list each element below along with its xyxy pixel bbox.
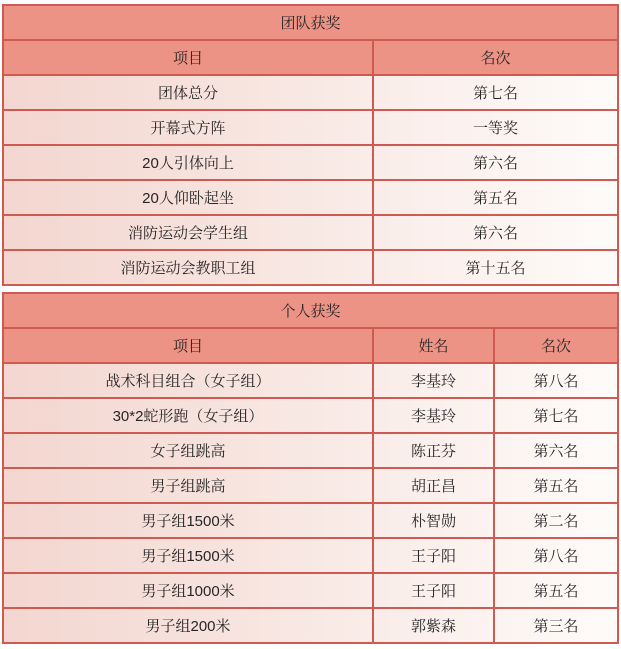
table-row — [4, 146, 617, 181]
table-cell: 团体总分 — [4, 76, 374, 109]
table-cell: 男子组200米 — [4, 609, 374, 642]
table-cell: 第七名 — [533, 408, 579, 425]
table-row — [4, 609, 617, 642]
table-cell: 胡正昌 — [374, 469, 495, 502]
team-awards-table — [2, 4, 619, 286]
table-cell: 第五名 — [533, 583, 579, 600]
column-header: 项目 — [4, 41, 374, 74]
table-row — [4, 76, 617, 111]
table-cell: 战术科目组合（女子组） — [4, 364, 374, 397]
table-cell: 开幕式方阵 — [4, 111, 374, 144]
table-cell: 男子组跳高 — [4, 469, 374, 502]
table-cell: 第六名 — [533, 443, 579, 460]
individual-awards-title: 个人获奖 — [4, 294, 617, 329]
table-cell: 第六名 — [472, 155, 518, 172]
individual-awards-header-row — [4, 329, 617, 364]
table-cell: 消防运动会学生组 — [4, 216, 374, 249]
table-cell: 朴智勋 — [374, 504, 495, 537]
table-cell: 男子组1500米 — [4, 539, 374, 572]
table-row — [4, 216, 617, 251]
column-header: 项目 — [4, 329, 374, 362]
table-row — [4, 574, 617, 609]
table-row — [4, 504, 617, 539]
table-cell: 20人引体向上 — [4, 146, 374, 179]
table-cell: 女子组跳高 — [4, 434, 374, 467]
table-cell: 郭紫森 — [374, 609, 495, 642]
column-header: 名次 — [540, 338, 571, 355]
table-cell: 第六名 — [472, 225, 518, 242]
table-cell: 男子组1500米 — [4, 504, 374, 537]
table-cell: 第十五名 — [465, 260, 526, 277]
table-row — [4, 434, 617, 469]
table-cell: 王子阳 — [374, 574, 495, 607]
table-cell: 第三名 — [533, 618, 579, 635]
individual-awards-body — [4, 364, 617, 642]
table-cell: 男子组1000米 — [4, 574, 374, 607]
team-awards-body — [4, 76, 617, 284]
table-row — [4, 181, 617, 216]
table-row — [4, 111, 617, 146]
table-cell: 第五名 — [533, 478, 579, 495]
table-cell: 第七名 — [472, 85, 518, 102]
table-cell: 李基玲 — [374, 399, 495, 432]
table-cell: 第八名 — [533, 373, 579, 390]
table-cell: 消防运动会教职工组 — [4, 251, 374, 284]
table-cell: 一等奖 — [472, 120, 518, 137]
team-awards-title: 团队获奖 — [4, 6, 617, 41]
column-header: 姓名 — [374, 329, 495, 362]
table-cell: 李基玲 — [374, 364, 495, 397]
table-row — [4, 539, 617, 574]
table-cell: 30*2蛇形跑（女子组） — [4, 399, 374, 432]
team-awards-header-row — [4, 41, 617, 76]
table-cell: 20人仰卧起坐 — [4, 181, 374, 214]
column-header: 名次 — [480, 50, 511, 67]
table-cell: 第二名 — [533, 513, 579, 530]
table-cell: 第八名 — [533, 548, 579, 565]
table-row — [4, 364, 617, 399]
table-cell: 王子阳 — [374, 539, 495, 572]
table-row — [4, 399, 617, 434]
individual-awards-table — [2, 292, 619, 644]
table-row — [4, 469, 617, 504]
table-cell: 陈正芬 — [374, 434, 495, 467]
table-row — [4, 251, 617, 284]
table-cell: 第五名 — [472, 190, 518, 207]
